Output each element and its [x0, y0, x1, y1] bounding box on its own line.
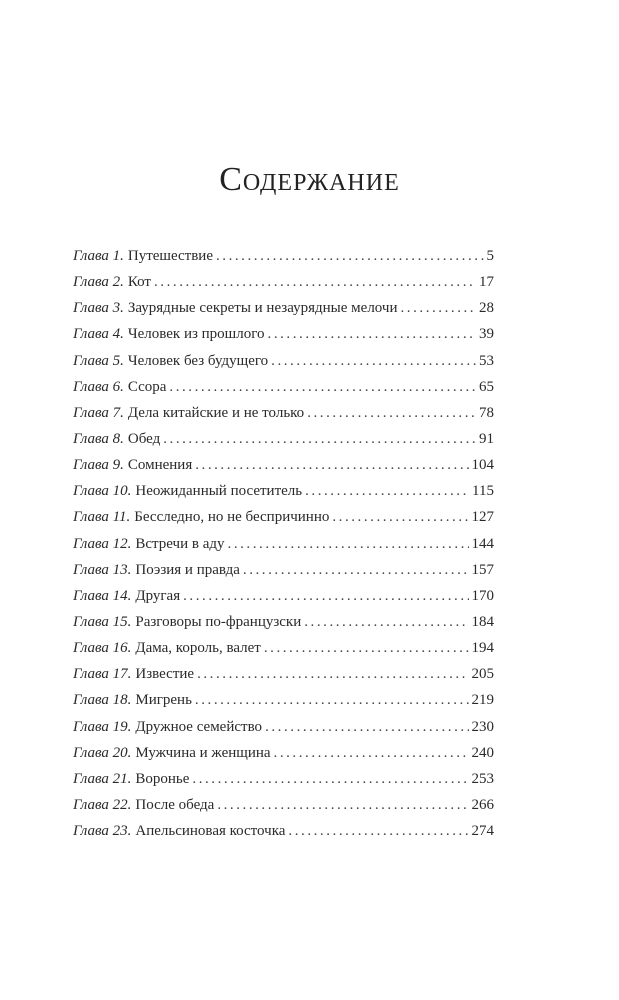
page-number: 28 [479, 300, 494, 317]
chapter-label: Глава 15. [73, 613, 132, 630]
page-number: 115 [472, 483, 494, 500]
page-number: 157 [471, 561, 494, 578]
chapter-title: Человек из прошлого [127, 326, 265, 343]
chapter-title: Разговоры по-французски [135, 613, 302, 630]
dot-leader [332, 509, 468, 526]
chapter-label: Глава 14. [73, 587, 132, 604]
toc-entry[interactable] [73, 483, 494, 509]
page-number: 104 [471, 457, 494, 474]
chapter-label: Глава 8. [73, 430, 124, 447]
toc-entry[interactable] [73, 666, 494, 692]
chapter-title: Встречи в аду [135, 535, 225, 552]
chapter-title: Воронье [135, 770, 190, 787]
toc-entry[interactable] [73, 692, 494, 718]
page-number: 205 [471, 666, 494, 683]
dot-leader [195, 457, 468, 474]
toc-entry[interactable] [73, 457, 494, 483]
chapter-label: Глава 9. [73, 457, 124, 474]
chapter-title: Известие [135, 666, 195, 683]
chapter-label: Глава 7. [73, 404, 124, 421]
dot-leader [268, 326, 476, 343]
page-number: 5 [486, 248, 494, 264]
dot-leader [274, 745, 469, 762]
page-number: 53 [479, 352, 494, 369]
dot-leader [228, 536, 469, 553]
chapter-label: Глава 19. [73, 718, 132, 735]
chapter-title: Кот [127, 274, 151, 291]
chapter-label: Глава 21. [73, 770, 132, 787]
chapter-title: Апельсиновая косточка [135, 823, 286, 840]
page-number: 127 [471, 509, 494, 526]
chapter-title: Ссора [127, 378, 167, 395]
chapter-label: Глава 5. [73, 352, 124, 369]
page-number: 274 [471, 823, 494, 840]
dot-leader [265, 719, 468, 736]
dot-leader [217, 797, 468, 814]
chapter-label: Глава 11. [73, 509, 131, 526]
dot-leader [271, 353, 476, 370]
toc-entry[interactable] [73, 771, 494, 797]
dot-leader [288, 823, 468, 840]
chapter-title: Дела китайские и не только [127, 404, 305, 421]
page-number: 240 [471, 744, 494, 761]
toc-entry[interactable] [73, 326, 494, 352]
chapter-title: Бесследно, но не беспричинно [134, 509, 330, 526]
page-number: 144 [471, 535, 494, 552]
toc-entry[interactable] [73, 745, 494, 771]
chapter-label: Глава 23. [73, 823, 132, 840]
toc-entry[interactable] [73, 719, 494, 745]
chapter-label: Глава 12. [73, 535, 132, 552]
chapter-label: Глава 2. [73, 274, 124, 291]
dot-leader [216, 248, 484, 265]
chapter-title: Поэзия и правда [135, 561, 240, 578]
toc-entry[interactable] [73, 379, 494, 405]
chapter-label: Глава 17. [73, 666, 132, 683]
toc-entry[interactable] [73, 431, 494, 457]
chapter-title: Мужчина и женщина [135, 744, 271, 761]
page-number: 194 [471, 640, 494, 657]
toc-entry[interactable] [73, 823, 494, 849]
dot-leader [264, 640, 469, 657]
chapter-label: Глава 22. [73, 796, 132, 813]
dot-leader [163, 431, 476, 448]
chapter-title: Дама, король, валет [135, 640, 261, 657]
dot-leader [305, 483, 469, 500]
dot-leader [169, 379, 476, 396]
toc-entry[interactable] [73, 797, 494, 823]
page-number: 78 [479, 404, 494, 421]
chapter-title: Другая [135, 587, 181, 604]
dot-leader [304, 614, 468, 631]
chapter-title: Мигрень [135, 692, 192, 709]
dot-leader [307, 405, 476, 422]
page-number: 253 [471, 770, 494, 787]
table-of-contents [73, 248, 494, 849]
chapter-label: Глава 13. [73, 561, 132, 578]
toc-entry[interactable] [73, 614, 494, 640]
chapter-label: Глава 10. [73, 483, 132, 500]
toc-entry[interactable] [73, 405, 494, 431]
toc-entry[interactable] [73, 588, 494, 614]
dot-leader [183, 588, 468, 605]
chapter-label: Глава 20. [73, 744, 132, 761]
page-number: 184 [471, 613, 494, 630]
page-number: 219 [471, 692, 494, 709]
chapter-label: Глава 1. [73, 248, 124, 264]
page-number: 39 [479, 326, 494, 343]
dot-leader [243, 562, 469, 579]
dot-leader [401, 300, 477, 317]
chapter-label: Глава 18. [73, 692, 132, 709]
toc-entry[interactable] [73, 640, 494, 666]
toc-entry[interactable] [73, 353, 494, 379]
chapter-label: Глава 4. [73, 326, 124, 343]
chapter-title: Неожиданный посетитель [135, 483, 303, 500]
chapter-label: Глава 16. [73, 640, 132, 657]
toc-entry[interactable] [73, 300, 494, 326]
chapter-label: Глава 6. [73, 378, 124, 395]
toc-entry[interactable] [73, 274, 494, 300]
page-number: 266 [471, 796, 494, 813]
toc-entry[interactable] [73, 509, 494, 535]
chapter-label: Глава 3. [73, 300, 124, 317]
page-title: Содержание [219, 160, 400, 198]
dot-leader [197, 666, 468, 683]
chapter-title: Обед [127, 430, 161, 447]
dot-leader [195, 692, 469, 709]
dot-leader [192, 771, 468, 788]
chapter-title: Путешествие [127, 248, 213, 264]
page-number: 17 [479, 274, 494, 291]
toc-entry[interactable] [73, 562, 494, 588]
toc-entry[interactable] [73, 248, 494, 274]
chapter-title: Заурядные секреты и незаурядные мелочи [127, 300, 398, 317]
toc-entry[interactable] [73, 536, 494, 562]
dot-leader [154, 274, 476, 291]
page-number: 91 [479, 430, 494, 447]
chapter-title: Человек без будущего [127, 352, 269, 369]
page-number: 170 [471, 587, 494, 604]
chapter-title: После обеда [135, 796, 215, 813]
chapter-title: Сомнения [127, 457, 193, 474]
page-number: 230 [471, 718, 494, 735]
chapter-title: Дружное семейство [135, 718, 263, 735]
page-number: 65 [479, 378, 494, 395]
